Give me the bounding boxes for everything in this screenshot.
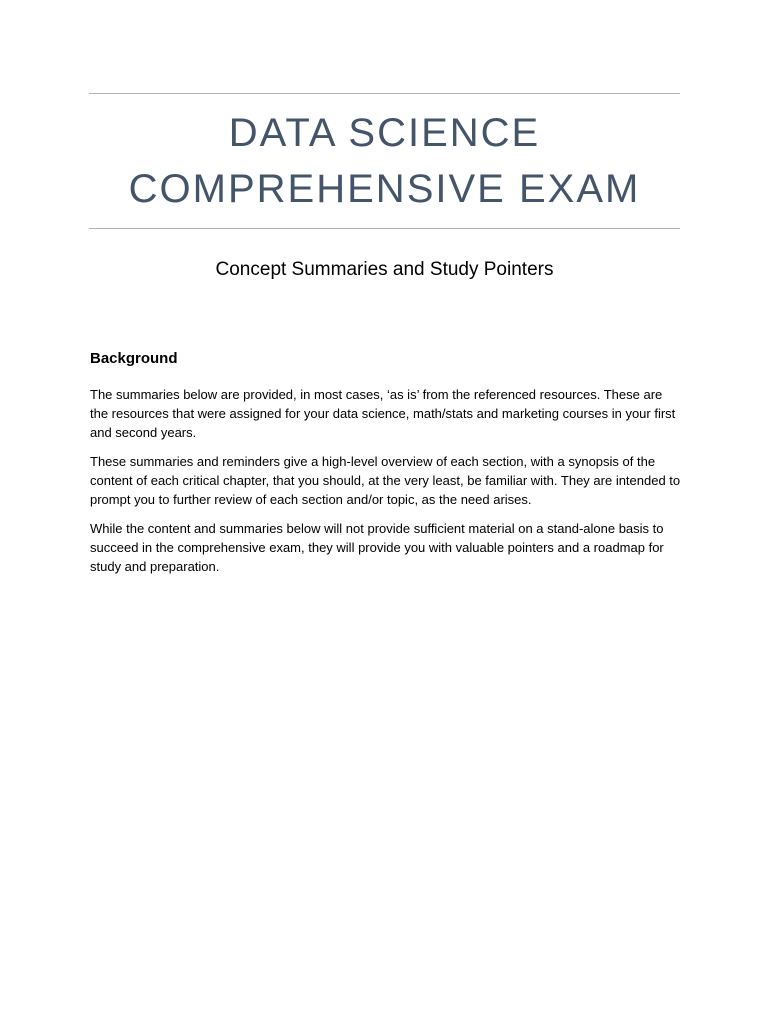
document-title [89, 105, 680, 217]
title-line-2: COMPREHENSIVE EXAM [128, 167, 641, 211]
paragraph-3: While the content and summaries below will not provide sufficient material on a stand-alone basis to succeed in the comprehensive exam, they will provide you with valuable pointers and a roadmap for study and preparation. [90, 521, 664, 574]
title-bottom-rule [89, 228, 680, 229]
background-body [90, 385, 682, 586]
paragraph-2: These summaries and reminders give a high-level overview of each section, with a synopsis of the content of each critical chapter, that you should, at the very least, be familiar with. They are intended to prompt you to further review of each section and/or topic, as the need arises. [90, 454, 681, 507]
document-subtitle: Concept Summaries and Study Pointers [215, 259, 554, 280]
title-line-1: DATA SCIENCE [228, 111, 541, 155]
title-top-rule [89, 93, 680, 94]
paragraph-1: The summaries below are provided, in most cases, ‘as is’ from the referenced resources. These are the resources that were assigned for your data science, math/stats and marketing courses in your first and second years. [90, 387, 676, 440]
section-heading-background: Background [90, 350, 178, 367]
